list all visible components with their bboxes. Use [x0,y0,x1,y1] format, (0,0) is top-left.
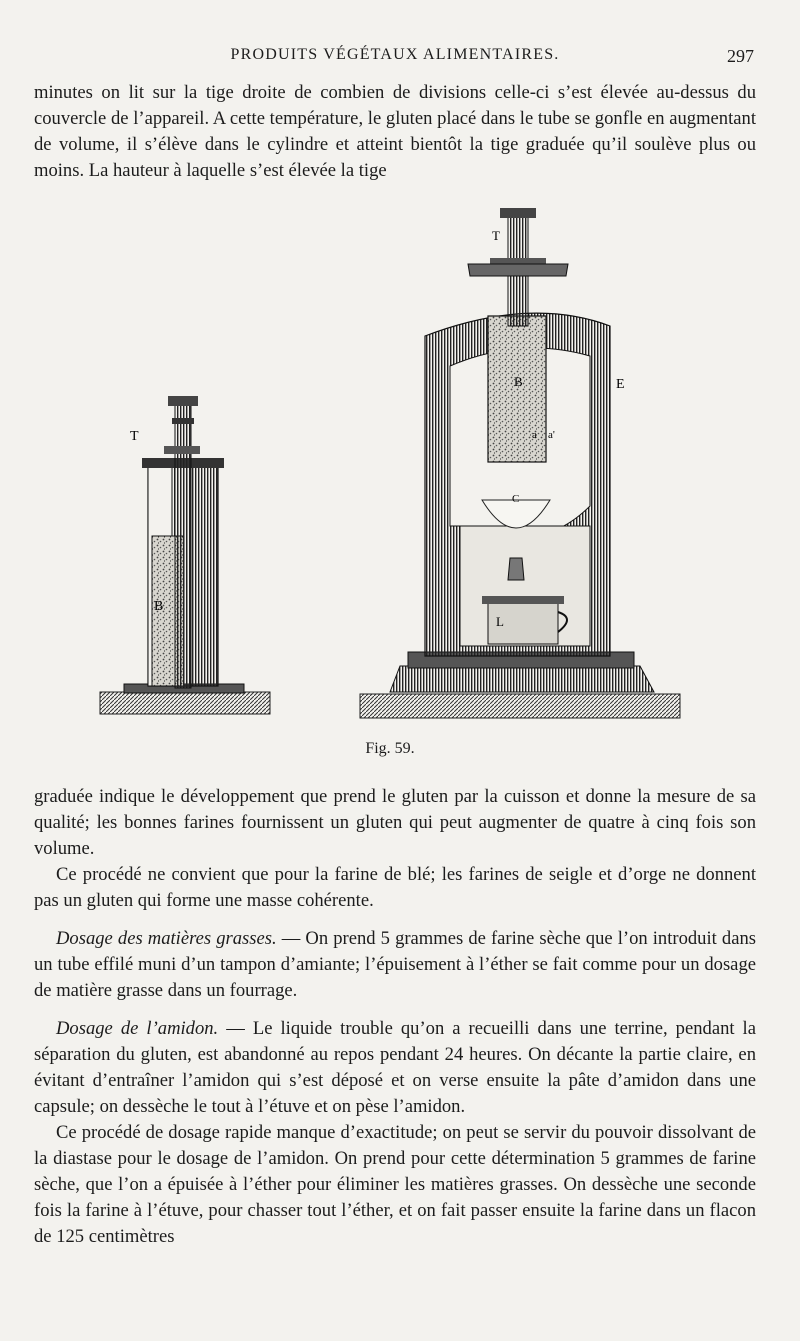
section-heading-starch: Dosage de l’amidon. [56,1018,219,1039]
paragraph-fat-dosage [34,926,756,1004]
label-B-big: B [514,374,523,389]
label-L-big: L [496,614,504,629]
label-C-big: C [512,493,520,505]
running-title: PRODUITS VÉGÉTAUX ALIMENTAIRES. [230,46,560,63]
small-apparatus [100,396,270,714]
label-a2-big: a' [548,429,555,441]
label-E-big: E [616,377,625,392]
paragraph-body: — Le liquide trouble qu’on a recueilli dans une terrine, pendant la séparation du gluten, est abandonné au repos pendant 24 heures. On décante la partie claire, en évitant d’entraîner l’amidon qui s’est déposé et on verse ensuite la pâte d’amidon dans une capsule; on dessèche le tout à l’étuve et on pèse l’amidon. [34,1018,756,1117]
top-paragraph-block [34,80,756,184]
running-head [34,46,756,70]
label-T-small: T [130,429,139,444]
body-text [34,784,756,1250]
paragraph-continued: minutes on lit sur la tige droite de combien de divisions celle-ci s’est élevée au-dessus du couvercle de l’appareil. A cette température, le gluten placé dans le tube se gonfle en augmentant de volume, il s’élève dans le cylindre et atteint bientôt la tige graduée qu’il soulève plus ou moins. La hauteur à laquelle s’est élevée la tige [34,82,756,181]
gluten-apparatus-illustration [90,196,690,736]
paragraph-body: — On prend 5 grammes de farine sèche que l’on introduit dans un tube effilé muni d’un tampon d’amiante; l’épuisement à l’éther se fait comme pour un dosage de matière grasse dans un fourrage. [34,928,756,1001]
figure-59 [90,196,690,784]
label-a-big: a [532,429,537,441]
paragraph: Ce procédé ne convient que pour la farine de blé; les farines de seigle et d’orge ne donnent pas un gluten qui forme une masse cohérente. [34,864,756,911]
label-T-big: T [492,228,500,243]
section-heading-fat: Dosage des matières grasses. [56,928,277,949]
label-B-small: B [154,599,164,614]
paragraph: graduée indique le développement que prend le gluten par la cuisson et donne la mesure de sa qualité; les bonnes farines fournissent un gluten qui peut augmenter de quatre à cinq fois son volume. [34,786,756,859]
paragraph: Ce procédé de dosage rapide manque d’exactitude; on peut se servir du pouvoir dissolvant de la diastase pour le dosage de l’amidon. On prend pour cette détermination 5 grammes de farine sèche, que l’on a épuisée à l’éther pour éliminer les matières grasses. On dessèche une seconde fois la farine à l’étuve, pour chasser tout l’éther, et on fait passer ensuite la farine dans un flacon de 125 centimètres [34,1122,756,1247]
page-number: 297 [727,46,754,66]
paragraph-starch-dosage [34,1016,756,1120]
large-apparatus [360,208,680,718]
figure-caption: Fig. 59. [365,740,415,757]
